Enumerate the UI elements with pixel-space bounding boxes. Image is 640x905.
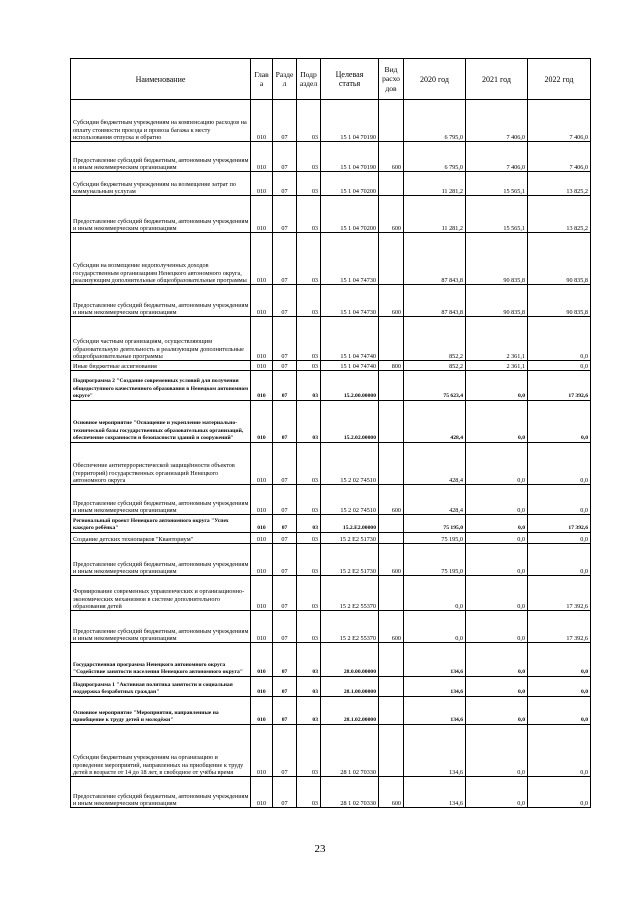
row-name: Обеспечение антитеррористической защищённости объектов (территорий) государственных организаций Ненецкого автономного округа [71, 443, 251, 485]
row-vid [379, 576, 404, 611]
row-2022: 17 392,6 [528, 611, 591, 643]
row-2020: 852,2 [404, 317, 466, 361]
row-vid: 600 [379, 142, 404, 172]
row-target: 15.2.E2.00000 [321, 515, 379, 533]
row-name: Основное мероприятие "Оснащение и укрепление материально-технической базы государственных образовательных организаций, обеспечение сохранности и безопасности зданий и сооружений" [71, 401, 251, 443]
row-name: Субсидии бюджетным учреждениям на возмещение затрат по коммунальным услугам [71, 172, 251, 196]
row-razdel: 07 [273, 172, 297, 196]
row-podrazdel: 03 [297, 697, 321, 725]
row-2020: 75 195,0 [404, 533, 466, 544]
row-2022: 0,0 [528, 643, 591, 677]
row-vid [379, 643, 404, 677]
row-vid [379, 443, 404, 485]
row-glava: 010 [251, 233, 273, 285]
row-glava: 010 [251, 285, 273, 317]
row-2020: 0,0 [404, 576, 466, 611]
row-2021: 0,0 [466, 544, 528, 576]
row-2022: 17 392,6 [528, 515, 591, 533]
row-vid [379, 697, 404, 725]
header-2022: 2022 год [528, 59, 591, 100]
table-row [71, 317, 591, 361]
row-2022: 17 392,6 [528, 371, 591, 401]
table-row [71, 677, 591, 697]
row-razdel: 07 [273, 142, 297, 172]
row-glava: 010 [251, 142, 273, 172]
row-vid: 600 [379, 485, 404, 515]
row-name: Предоставление субсидий бюджетным, автономным учреждениям и иным некоммерческим организациям [71, 544, 251, 576]
row-2021: 90 835,8 [466, 233, 528, 285]
table-row [71, 401, 591, 443]
row-razdel: 07 [273, 317, 297, 361]
row-vid [379, 371, 404, 401]
row-podrazdel: 03 [297, 576, 321, 611]
row-2022: 0,0 [528, 443, 591, 485]
row-name: Субсидии на возмещение недополученных доходов государственным организациям Ненецкого автономного округа, реализующим дополнительные общеобразовательные программы [71, 233, 251, 285]
row-razdel: 07 [273, 677, 297, 697]
row-vid [379, 515, 404, 533]
row-glava: 010 [251, 401, 273, 443]
row-vid: 600 [379, 611, 404, 643]
row-vid: 600 [379, 285, 404, 317]
row-name: Предоставление субсидий бюджетным, автономным учреждениям и иным некоммерческим организациям [71, 142, 251, 172]
row-2022: 0,0 [528, 544, 591, 576]
row-2021: 0,0 [466, 677, 528, 697]
row-podrazdel: 03 [297, 611, 321, 643]
row-target: 15 1 04 74740 [321, 361, 379, 371]
table-row [71, 611, 591, 643]
header-target: Целевая статья [321, 59, 379, 100]
row-vid [379, 401, 404, 443]
row-podrazdel: 03 [297, 361, 321, 371]
table-row [71, 443, 591, 485]
row-name: Государственная программа Ненецкого автономного округа "Содействие занятости населения Ненецкого автономного округа" [71, 643, 251, 677]
row-podrazdel: 03 [297, 533, 321, 544]
row-glava: 010 [251, 196, 273, 233]
row-2022: 0,0 [528, 401, 591, 443]
row-glava: 010 [251, 697, 273, 725]
table-row [71, 485, 591, 515]
row-2021: 7 406,0 [466, 142, 528, 172]
table-row [71, 196, 591, 233]
row-2022: 7 406,0 [528, 142, 591, 172]
row-2021: 0,0 [466, 777, 528, 808]
row-target: 15 1 04 70200 [321, 172, 379, 196]
row-2021: 0,0 [466, 697, 528, 725]
row-2022: 0,0 [528, 725, 591, 777]
row-glava: 010 [251, 777, 273, 808]
row-vid [379, 677, 404, 697]
row-2020: 11 281,2 [404, 172, 466, 196]
row-2022: 0,0 [528, 697, 591, 725]
table-row [71, 371, 591, 401]
row-razdel: 07 [273, 611, 297, 643]
row-glava: 010 [251, 515, 273, 533]
row-name: Основное мероприятие "Мероприятия, направленные на приобщение к труду детей и молодёжи" [71, 697, 251, 725]
row-2020: 428,4 [404, 485, 466, 515]
row-target: 15 1 04 74730 [321, 233, 379, 285]
row-glava: 010 [251, 100, 273, 142]
row-podrazdel: 03 [297, 677, 321, 697]
table-row [71, 697, 591, 725]
row-2022: 0,0 [528, 533, 591, 544]
row-target: 15 1 04 74730 [321, 285, 379, 317]
table-header-row [71, 59, 591, 100]
table-row [71, 533, 591, 544]
row-target: 28.0.00.00000 [321, 643, 379, 677]
row-target: 15 1 04 70200 [321, 196, 379, 233]
table-row [71, 361, 591, 371]
row-vid [379, 233, 404, 285]
row-podrazdel: 03 [297, 100, 321, 142]
row-2021: 0,0 [466, 485, 528, 515]
row-name: Предоставление субсидий бюджетным, автономным учреждениям и иным некоммерческим организациям [71, 485, 251, 515]
header-glava: Глав а [251, 59, 273, 100]
row-vid [379, 172, 404, 196]
row-glava: 010 [251, 725, 273, 777]
row-2020: 75 195,0 [404, 515, 466, 533]
row-podrazdel: 03 [297, 643, 321, 677]
row-target: 15 2 E2 55370 [321, 576, 379, 611]
row-2021: 2 361,1 [466, 317, 528, 361]
row-2021: 0,0 [466, 371, 528, 401]
row-2020: 87 843,8 [404, 233, 466, 285]
row-podrazdel: 03 [297, 443, 321, 485]
row-podrazdel: 03 [297, 401, 321, 443]
table-row [71, 515, 591, 533]
row-2020: 428,4 [404, 401, 466, 443]
row-2020: 6 795,0 [404, 100, 466, 142]
row-podrazdel: 03 [297, 725, 321, 777]
row-glava: 010 [251, 576, 273, 611]
row-2020: 134,6 [404, 725, 466, 777]
row-name: Региональный проект Ненецкого автономного округа "Успех каждого ребёнка" [71, 515, 251, 533]
row-glava: 010 [251, 443, 273, 485]
row-vid: 800 [379, 361, 404, 371]
table-row [71, 172, 591, 196]
row-razdel: 07 [273, 401, 297, 443]
row-glava: 010 [251, 172, 273, 196]
table-row [71, 576, 591, 611]
row-razdel: 07 [273, 100, 297, 142]
row-2020: 87 843,8 [404, 285, 466, 317]
row-name: Формирование современных управленческих и организационно-экономических механизмов в системе дополнительного образования детей [71, 576, 251, 611]
row-podrazdel: 03 [297, 196, 321, 233]
table-row [71, 285, 591, 317]
row-glava: 010 [251, 485, 273, 515]
row-vid: 600 [379, 777, 404, 808]
row-vid: 600 [379, 544, 404, 576]
row-name: Подпрограмма 1 "Активная политика занятости и социальная поддержка безработных граждан" [71, 677, 251, 697]
row-razdel: 07 [273, 371, 297, 401]
row-2020: 11 281,2 [404, 196, 466, 233]
row-glava: 010 [251, 361, 273, 371]
row-2020: 75 623,4 [404, 371, 466, 401]
header-name: Наименование [71, 59, 251, 100]
row-2022: 0,0 [528, 777, 591, 808]
row-2020: 0,0 [404, 611, 466, 643]
row-podrazdel: 03 [297, 485, 321, 515]
row-2022: 90 835,8 [528, 233, 591, 285]
row-2020: 428,4 [404, 443, 466, 485]
row-target: 15 2 E2 55370 [321, 611, 379, 643]
row-2021: 0,0 [466, 401, 528, 443]
row-2022: 0,0 [528, 485, 591, 515]
row-vid [379, 533, 404, 544]
row-name: Иные бюджетные ассигнования [71, 361, 251, 371]
row-glava: 010 [251, 371, 273, 401]
row-2022: 0,0 [528, 677, 591, 697]
row-target: 15 1 04 70190 [321, 100, 379, 142]
row-name: Предоставление субсидий бюджетным, автономным учреждениям и иным некоммерческим организациям [71, 196, 251, 233]
row-2020: 134,6 [404, 677, 466, 697]
row-podrazdel: 03 [297, 777, 321, 808]
row-vid: 600 [379, 196, 404, 233]
table-row [71, 142, 591, 172]
row-name: Предоставление субсидий бюджетным, автономным учреждениям и иным некоммерческим организациям [71, 611, 251, 643]
row-2021: 0,0 [466, 725, 528, 777]
table-row [71, 100, 591, 142]
row-vid [379, 725, 404, 777]
row-target: 28.1.02.00000 [321, 697, 379, 725]
row-glava: 010 [251, 611, 273, 643]
row-target: 15 1 04 70190 [321, 142, 379, 172]
row-2021: 90 835,8 [466, 285, 528, 317]
row-target: 15 1 04 74740 [321, 317, 379, 361]
row-target: 28.1.00.00000 [321, 677, 379, 697]
row-vid [379, 317, 404, 361]
row-target: 15 2 E2 51730 [321, 533, 379, 544]
table-row [71, 233, 591, 285]
row-2021: 0,0 [466, 515, 528, 533]
row-podrazdel: 03 [297, 371, 321, 401]
row-2022: 13 825,2 [528, 196, 591, 233]
table-row [71, 544, 591, 576]
row-2021: 15 565,1 [466, 172, 528, 196]
row-glava: 010 [251, 317, 273, 361]
row-target: 15 2 02 74510 [321, 443, 379, 485]
row-glava: 010 [251, 544, 273, 576]
row-razdel: 07 [273, 285, 297, 317]
row-2022: 7 406,0 [528, 100, 591, 142]
row-vid [379, 100, 404, 142]
row-2022: 0,0 [528, 361, 591, 371]
row-glava: 010 [251, 677, 273, 697]
row-name: Предоставление субсидий бюджетным, автономным учреждениям и иным некоммерческим организациям [71, 777, 251, 808]
row-razdel: 07 [273, 485, 297, 515]
row-glava: 010 [251, 533, 273, 544]
table-row [71, 643, 591, 677]
header-podrazdel: Подр аздел [297, 59, 321, 100]
row-razdel: 07 [273, 233, 297, 285]
row-2022: 13 825,2 [528, 172, 591, 196]
row-razdel: 07 [273, 196, 297, 233]
row-podrazdel: 03 [297, 142, 321, 172]
row-razdel: 07 [273, 443, 297, 485]
row-podrazdel: 03 [297, 317, 321, 361]
row-2021: 0,0 [466, 576, 528, 611]
row-razdel: 07 [273, 697, 297, 725]
row-2020: 6 795,0 [404, 142, 466, 172]
row-name: Создание детских технопарков "Кванториум" [71, 533, 251, 544]
row-razdel: 07 [273, 777, 297, 808]
row-razdel: 07 [273, 544, 297, 576]
row-podrazdel: 03 [297, 285, 321, 317]
row-razdel: 07 [273, 515, 297, 533]
row-razdel: 07 [273, 643, 297, 677]
row-2021: 15 565,1 [466, 196, 528, 233]
row-razdel: 07 [273, 576, 297, 611]
row-2020: 852,2 [404, 361, 466, 371]
row-razdel: 07 [273, 533, 297, 544]
row-razdel: 07 [273, 725, 297, 777]
header-2020: 2020 год [404, 59, 466, 100]
header-razdel: Разде л [273, 59, 297, 100]
row-name: Предоставление субсидий бюджетным, автономным учреждениям и иным некоммерческим организациям [71, 285, 251, 317]
row-2020: 134,6 [404, 777, 466, 808]
row-podrazdel: 03 [297, 515, 321, 533]
row-glava: 010 [251, 643, 273, 677]
row-2021: 2 361,1 [466, 361, 528, 371]
row-2020: 134,6 [404, 697, 466, 725]
row-2021: 0,0 [466, 533, 528, 544]
row-2021: 0,0 [466, 611, 528, 643]
row-name: Субсидии бюджетным учреждениям на компенсацию расходов на оплату стоимости проезда и провоза багажа к месту использования отпуска и обратно [71, 100, 251, 142]
row-target: 15 2 02 74510 [321, 485, 379, 515]
row-podrazdel: 03 [297, 544, 321, 576]
row-target: 15.2.02.00000 [321, 401, 379, 443]
page-number: 23 [314, 843, 326, 855]
row-2022: 0,0 [528, 317, 591, 361]
row-podrazdel: 03 [297, 233, 321, 285]
header-2021: 2021 год [466, 59, 528, 100]
row-2022: 17 392,6 [528, 576, 591, 611]
row-target: 15 2 E2 51730 [321, 544, 379, 576]
row-2022: 90 835,8 [528, 285, 591, 317]
row-2020: 75 195,0 [404, 544, 466, 576]
row-target: 28 1 02 70330 [321, 725, 379, 777]
row-razdel: 07 [273, 361, 297, 371]
row-podrazdel: 03 [297, 172, 321, 196]
budget-table [70, 58, 591, 808]
row-name: Субсидии бюджетным учреждениям на организацию и проведение мероприятий, направленных на приобщение к труду детей в возрасте от 14 до 18 лет, в свободное от учёбы время [71, 725, 251, 777]
row-name: Подпрограмма 2 "Создание современных условий для получения общедоступного качественного образования в Ненецком автономном округе" [71, 371, 251, 401]
table-row [71, 777, 591, 808]
header-vid: Вид расхо дов [379, 59, 404, 100]
row-2021: 7 406,0 [466, 100, 528, 142]
table-row [71, 725, 591, 777]
row-name: Субсидии частным организациям, осуществляющим образовательную деятельность и реализующим дополнительные общеобразовательные программы [71, 317, 251, 361]
row-2020: 134,6 [404, 643, 466, 677]
row-2021: 0,0 [466, 643, 528, 677]
row-2021: 0,0 [466, 443, 528, 485]
row-target: 15.2.00.00000 [321, 371, 379, 401]
row-target: 28 1 02 70330 [321, 777, 379, 808]
